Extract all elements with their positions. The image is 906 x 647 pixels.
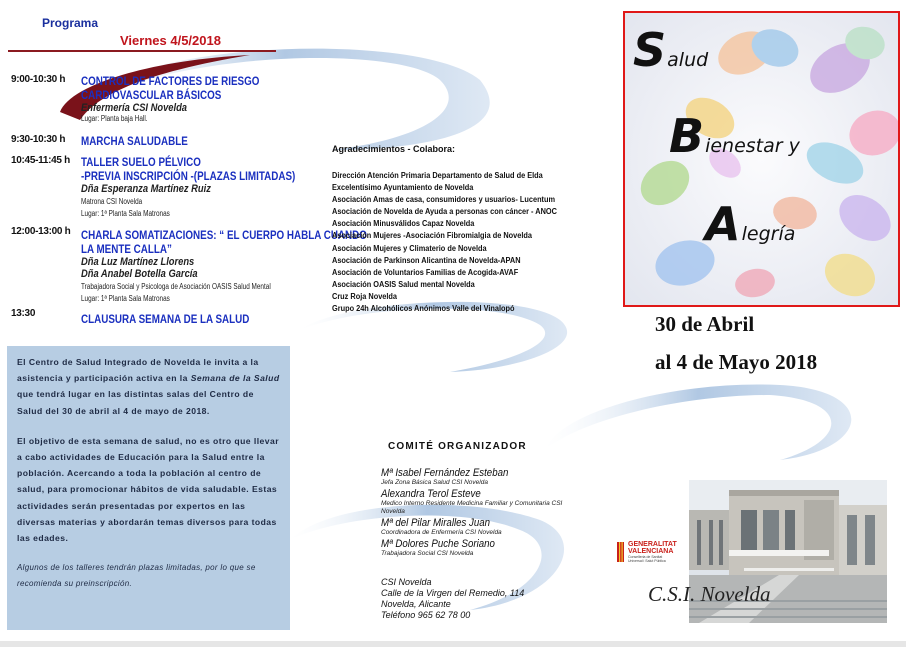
programa-label: Programa: [42, 16, 99, 30]
event-dates-line-2: al 4 de Mayo 2018: [655, 350, 818, 374]
bottom-divider: [0, 641, 906, 647]
acknowledgement-item: Asociación de Voluntarios Familias de Acogida-AVAF: [332, 267, 519, 277]
conselleria-name: Universal i Salut Pública: [628, 559, 666, 563]
cover-initial: A: [705, 197, 741, 251]
acknowledgement-item: Cruz Roja Novelda: [332, 291, 398, 301]
committee-member-role: Jefa Zona Básica Salud CSI Novelda: [381, 479, 488, 486]
intro-note: Algunos de los talleres tendrán plazas limitadas, por lo que se recomienda su preinscripción.: [17, 563, 256, 589]
cover-title-line-1: [633, 23, 708, 77]
event-title: LA MENTE CALLA”: [81, 242, 172, 256]
address-line: Calle de la Virgen del Remedio, 114: [381, 588, 525, 598]
event-item: [81, 312, 286, 326]
event-detail: Lugar: 1ª Planta Sala Matronas: [81, 294, 170, 303]
event-time: 9:00-10:30 h: [11, 74, 66, 85]
committee-title: COMITÉ ORGANIZADOR: [388, 441, 527, 452]
event-title: CHARLA SOMATIZACIONES: “ EL CUERPO HABLA CUANDO: [81, 228, 367, 242]
event-person: Dña Esperanza Martínez Ruiz: [81, 183, 211, 195]
event-dates-line-1: 30 de Abril: [655, 312, 755, 336]
cover-initial: S: [633, 23, 667, 77]
event-title: TALLER SUELO PÉLVICO: [81, 155, 201, 169]
address-block: [381, 577, 524, 621]
acknowledgement-item: Asociación Mujeres -Asociación Fibromialgia de Novelda: [332, 231, 532, 241]
cover-word: alud: [667, 49, 709, 71]
event-person: Enfermería CSI Novelda: [81, 102, 188, 114]
intro-box: [7, 346, 290, 630]
event-title: CLAUSURA SEMANA DE LA SALUD: [81, 312, 250, 326]
acknowledgement-item: Excelentísimo Ayuntamiento de Novelda: [332, 183, 474, 193]
address-line: Teléfono 965 62 78 00: [381, 610, 471, 620]
cover-initial: B: [669, 109, 705, 163]
intro-text: que tendrá lugar en las distintas salas del Centro de Salud del 30 de abril al 4 de mayo de 2018.: [17, 389, 254, 416]
committee-member-role: Trabajadora Social CSI Novelda: [381, 550, 474, 557]
intro-paragraph-1: [17, 354, 280, 419]
cover-title-line-2: [669, 109, 800, 163]
committee-member-name: Mª Dolores Puche Soriano: [381, 538, 495, 550]
conselleria-name: Conselleria de Sanitat: [628, 555, 663, 559]
acknowledgement-item: Asociación Minusválidos Capaz Novelda: [332, 219, 475, 229]
committee-list: [381, 467, 571, 558]
committee-member-name: Mª del Pilar Miralles Juan: [381, 517, 491, 529]
event-title: -PREVIA INSCRIPCIÓN -(PLAZAS LIMITADAS): [81, 169, 296, 183]
acknowledgement-item: Asociación de Parkinson Alicantina de Novelda-APAN: [332, 255, 521, 265]
cover-word: ienestar y: [705, 135, 800, 157]
committee-member-role: Coordinadora de Enfermería CSI Novelda: [381, 529, 502, 536]
event-detail: Lugar: Planta baja Hall.: [81, 114, 148, 123]
event-item: [81, 155, 342, 219]
event-item: [81, 134, 211, 148]
intro-text: El Centro de Salud Integrado de Novelda le invita a la asistencia y participación activa en la: [17, 357, 259, 384]
cover-panel: [623, 11, 900, 307]
cover-word: legría: [741, 223, 796, 245]
event-detail: Matrona CSI Novelda: [81, 197, 143, 206]
acknowledgement-item: Grupo 24h Alcohólicos Anónimos Valle del Vinalopó: [332, 304, 515, 314]
event-item: [81, 74, 299, 124]
address-line: Novelda, Alicante: [381, 599, 451, 609]
generalitat-name: GENERALITAT: [628, 541, 677, 548]
cover-title-line-3: [705, 197, 795, 251]
event-detail: Lugar: 1ª Planta Sala Matronas: [81, 209, 170, 218]
event-title: CARDIOVASCULAR BÁSICOS: [81, 88, 222, 102]
program-date: Viernes 4/5/2018: [120, 33, 221, 48]
acknowledgement-item: Asociación de Novelda de Ayuda a personas con cáncer - ANOC: [332, 207, 557, 217]
event-time: 13:30: [11, 308, 36, 319]
generalitat-emblem-icon: [616, 541, 626, 563]
acknowledgement-item: Dirección Atención Primaria Departamento de Salud de Elda: [332, 171, 543, 180]
date-divider: [8, 50, 276, 52]
committee-member-name: Alexandra Terol Esteve: [381, 488, 481, 500]
generalitat-name: VALENCIANA: [628, 548, 674, 555]
acknowledgement-item: Asociación Mujeres y Climaterio de Novelda: [332, 243, 487, 253]
committee-member-role: Medico Interno Residente Medicina Familiar y Comunitaria CSI Novelda: [381, 500, 563, 515]
intro-paragraph-2: El objetivo de esta semana de salud, no es otro que llevar a cabo actividades de Educación para la Salud entre la población. Acercando a toda la población al centro de salud, para promocionar hábitos de vida saludable. Estas actividades serán presentadas por expertos en las diversas materias y abordarán temas diversos para todas las edades.: [17, 435, 280, 544]
photo-caption: C.S.I. Novelda: [648, 582, 771, 606]
acknowledgements-list: [332, 170, 577, 315]
event-person: Dña Luz Martínez Llorens: [81, 256, 195, 268]
event-time: 12:00-13:00 h: [11, 226, 71, 237]
acknowledgement-item: Asociación OASIS Salud mental Novelda: [332, 279, 475, 289]
address-line: CSI Novelda: [381, 577, 432, 587]
event-time: 10:45-11:45 h: [11, 155, 70, 166]
event-time: 9:30-10:30 h: [11, 134, 66, 145]
intro-emphasis: Semana de la Salud: [190, 373, 280, 384]
event-title: MARCHA SALUDABLE: [81, 134, 188, 148]
event-detail: Trabajadora Social y Psicologa de Asociación OASIS Salud Mental: [81, 282, 271, 291]
committee-member-name: Mª Isabel Fernández Esteban: [381, 467, 509, 479]
acknowledgements-title: Agradecimientos - Colabora:: [332, 144, 456, 154]
acknowledgement-item: Asociación Amas de casa, consumidores y usuarios- Lucentum: [332, 195, 556, 205]
event-person: Dña Anabel Botella García: [81, 268, 198, 280]
swirl-right: [545, 384, 851, 460]
event-title: CONTROL DE FACTORES DE RIESGO: [81, 74, 260, 88]
